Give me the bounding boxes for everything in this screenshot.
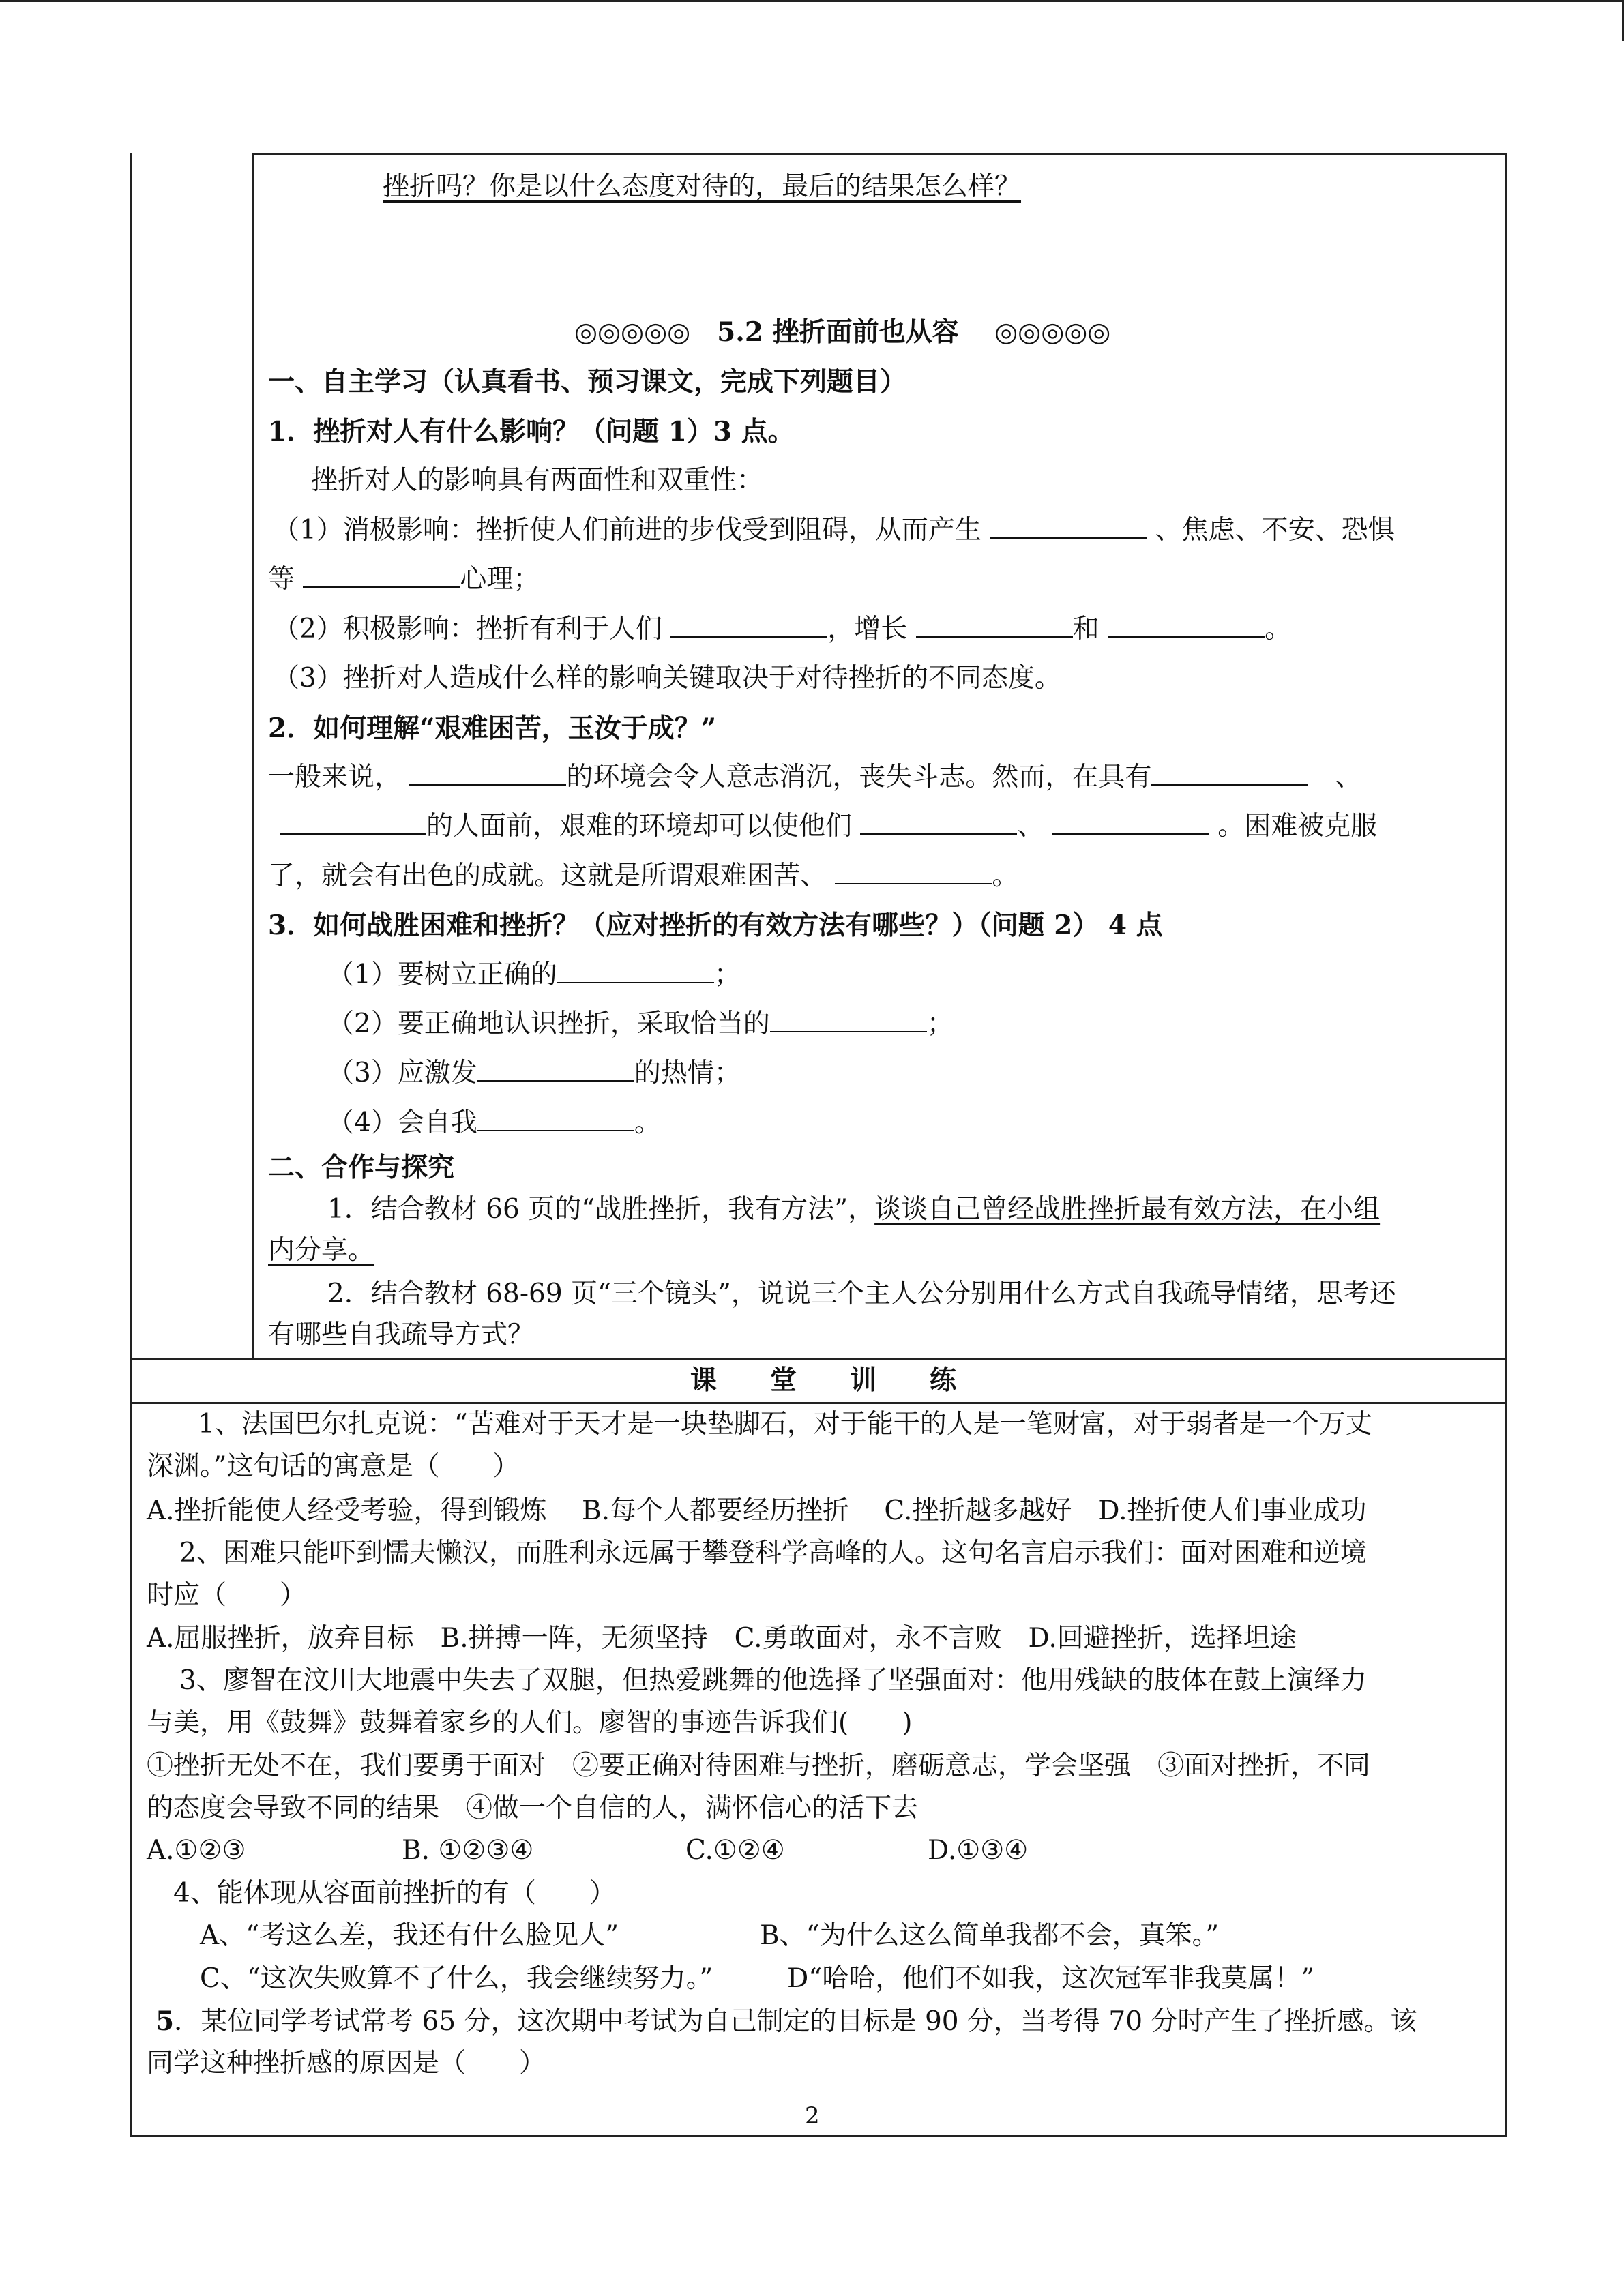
q2-line2-text-a: 的人面前，艰难的环境却可以使他们 — [426, 811, 853, 841]
ex4-option-b: B、“为什么这么简单我都不会，真笨。” — [760, 1920, 1220, 1951]
ex4-line1: 4、能体现从容面前挫折的有（ ） — [173, 1878, 616, 1909]
table-divider-top — [130, 1358, 1507, 1360]
fill-blank[interactable] — [477, 1056, 634, 1082]
q1-item1-text-b: 、焦虑、不安、恐惧 — [1155, 515, 1395, 546]
ex3-line1: 3、廖智在汶川大地震中失去了双腿，但热爱跳舞的他选择了坚强面对：他用残缺的肢体在鼓上演绎力 — [179, 1665, 1367, 1696]
q1-item2-text-c: 和 — [1072, 614, 1099, 644]
q1-item2-text-a: （2）积极影响：挫折有利于人们 — [273, 614, 662, 644]
table-divider-bottom — [130, 1402, 1507, 1404]
fill-blank[interactable] — [1108, 612, 1265, 638]
page-top-border — [0, 0, 1624, 2]
part2-heading: 二、合作与探究 — [268, 1152, 455, 1183]
p2-item1-line1 — [327, 1192, 1380, 1227]
q2-line1-text-c: 、 — [1335, 762, 1362, 792]
q3-item1-text-a: （1）要树立正确的 — [327, 959, 557, 990]
fill-blank[interactable] — [990, 513, 1147, 539]
ex4-option-a: A、“考这么差，我还有什么脸见人” — [200, 1920, 619, 1951]
ex4-option-d: D“哈哈，他们不如我，这次冠军非我莫属！” — [787, 1963, 1315, 1994]
q2-line2-text-c: 。困难被克服 — [1217, 811, 1378, 841]
fill-blank[interactable] — [916, 612, 1073, 638]
q3-item4-text-a: （4）会自我 — [327, 1107, 477, 1138]
fill-blank[interactable] — [770, 1007, 927, 1032]
q3-item3-text-a: （3）应激发 — [327, 1058, 477, 1088]
p2-item1-text-b: 谈谈自己曾经战胜挫折最有效方法，在小组 — [874, 1194, 1381, 1225]
fill-blank[interactable] — [280, 809, 426, 835]
q3-item2-text-a: （2）要正确地认识挫折，采取恰当的 — [327, 1009, 770, 1039]
fill-blank[interactable] — [303, 562, 460, 588]
part1-heading: 一、自主学习（认真看书、预习课文，完成下列题目） — [268, 366, 907, 398]
fill-blank[interactable] — [1151, 760, 1308, 786]
q3-item3 — [327, 1056, 741, 1091]
ex3-option-d: D.①③④ — [928, 1835, 1029, 1866]
q1-item1-line1 — [273, 513, 1395, 548]
ex3-option-c: C.①②④ — [685, 1835, 785, 1866]
p2-item1-line2: 内分享。 — [268, 1235, 375, 1266]
q3-item4-text-b: 。 — [634, 1107, 661, 1138]
q3-item1-text-b: ； — [713, 959, 741, 990]
q3-heading: 3．如何战胜困难和挫折？（应对挫折的有效方法有哪些？）（问题 2） 4 点 — [268, 910, 1163, 941]
fill-blank[interactable] — [557, 957, 714, 983]
ex1-line2: 深渊。”这句话的寓意是（ ） — [147, 1451, 520, 1482]
q1-item1-text-d: 心理； — [460, 564, 540, 595]
q1-item3: （3）挫折对人造成什么样的影响关键取决于对待挫折的不同态度。 — [273, 663, 1061, 694]
q2-line1 — [268, 760, 1361, 795]
ex4-option-c: C、“这次失败算不了什么，我会继续努力。” — [200, 1963, 713, 1994]
q3-item1 — [327, 957, 741, 993]
p2-item2-line2: 有哪些自我疏导方式？ — [268, 1320, 535, 1350]
fill-blank[interactable] — [409, 760, 566, 786]
q1-item2 — [273, 612, 1291, 647]
q2-line1-text-b: 的环境会令人意志消沉，丧失斗志。然而，在具有 — [566, 762, 1152, 792]
ex5-line1 — [156, 2003, 1417, 2040]
table-bottom-border — [130, 2135, 1507, 2137]
fill-blank[interactable] — [477, 1105, 634, 1131]
page-number: 2 — [805, 2102, 820, 2130]
q2-heading: 2．如何理解“艰难困苦，玉汝于成？” — [268, 713, 717, 744]
ex3-option-b: B. ①②③④ — [402, 1835, 534, 1866]
q2-line3-text-b: 。 — [992, 861, 1019, 891]
q3-item4 — [327, 1105, 661, 1141]
table-right-border — [1505, 153, 1507, 2136]
top-question-line: 挫折吗？你是以什么态度对待的，最后的结果怎么样？ — [383, 171, 1022, 202]
table-left-border — [130, 153, 132, 2136]
ex3-line3: ①挫折无处不在，我们要勇于面对 ②要正确对待困难与挫折，磨砺意志，学会坚强 ③面对挫折，不同 — [147, 1750, 1371, 1781]
q3-item2 — [327, 1007, 954, 1042]
q1-intro: 挫折对人的影响具有两面性和双重性： — [311, 465, 764, 496]
q3-item2-text-b: ； — [926, 1009, 954, 1039]
ex3-line4: 的态度会导致不同的结果 ④做一个自信的人，满怀信心的活下去 — [147, 1793, 919, 1823]
q2-line3 — [268, 859, 1018, 894]
ex5-text: ．某位同学考试常考 65 分，这次期中考试为自己制定的目标是 90 分，当考得 70 分时产生了挫折感。该 — [174, 2006, 1417, 2037]
ex1-options: A.挫折能使人经受考验，得到锻炼 B.每个人都要经历挫折 C.挫折越多越好 D.挫折使人们事业成功 — [147, 1495, 1367, 1526]
fill-blank[interactable] — [835, 859, 992, 884]
p2-item1-text-a: 1．结合教材 66 页的“战胜挫折，我有方法”， — [327, 1194, 875, 1225]
q1-item1-line2 — [268, 562, 540, 597]
training-title: 课 堂 训 练 — [690, 1365, 957, 1396]
ex2-line1: 2、困难只能吓到懦夫懒汉，而胜利永远属于攀登科学高峰的人。这句名言启示我们：面对困难和逆境 — [179, 1538, 1367, 1568]
ex1-line1: 1、法国巴尔扎克说：“苦难对于天才是一块垫脚石，对于能干的人是一笔财富，对于弱者是一个万丈 — [198, 1409, 1372, 1440]
ex2-options: A.屈服挫折，放弃目标 B.拼搏一阵，无须坚持 C.勇敢面对，永不言败 D.回避挫折，选择坦途 — [147, 1623, 1297, 1654]
fill-blank[interactable] — [860, 809, 1017, 835]
q2-line1-text-a: 一般来说， — [268, 762, 402, 792]
ex3-line2: 与美，用《鼓舞》鼓舞着家乡的人们。廖智的事迹告诉我们( ) — [147, 1708, 913, 1738]
q1-item1-text-a: （1）消极影响：挫折使人们前进的步伐受到阻碍，从而产生 — [273, 515, 981, 546]
q1-item2-text-d: 。 — [1265, 614, 1292, 644]
p2-item2-line1: 2．结合教材 68-69 页“三个镜头”，说说三个主人公分别用什么方式自我疏导情绪，思考还 — [327, 1279, 1396, 1309]
q1-heading: 1．挫折对人有什么影响？（问题 1）3 点。 — [268, 416, 795, 447]
q1-item2-text-b: ，增长 — [827, 614, 908, 644]
q1-item1-text-c: 等 — [268, 564, 295, 595]
ex5-line2: 同学这种挫折感的原因是（ ） — [147, 2048, 546, 2078]
q2-line2 — [280, 809, 1377, 844]
table-inner-top-border — [252, 153, 1507, 155]
section-title: ◎◎◎◎◎ 5.2 挫折面前也从容 ◎◎◎◎◎ — [574, 316, 1111, 348]
fill-blank[interactable] — [670, 612, 827, 638]
fill-blank[interactable] — [1052, 809, 1209, 835]
ex3-option-a: A.①②③ — [147, 1835, 246, 1866]
ex5-number: 5 — [156, 2006, 175, 2037]
q2-line3-text-a: 了，就会有出色的成就。这就是所谓艰难困苦、 — [268, 861, 827, 891]
table-inner-left-border — [252, 153, 254, 1359]
q3-item3-text-b: 的热情； — [634, 1058, 741, 1088]
q2-line2-text-b: 、 — [1017, 811, 1044, 841]
ex2-line2: 时应（ ） — [147, 1580, 307, 1611]
